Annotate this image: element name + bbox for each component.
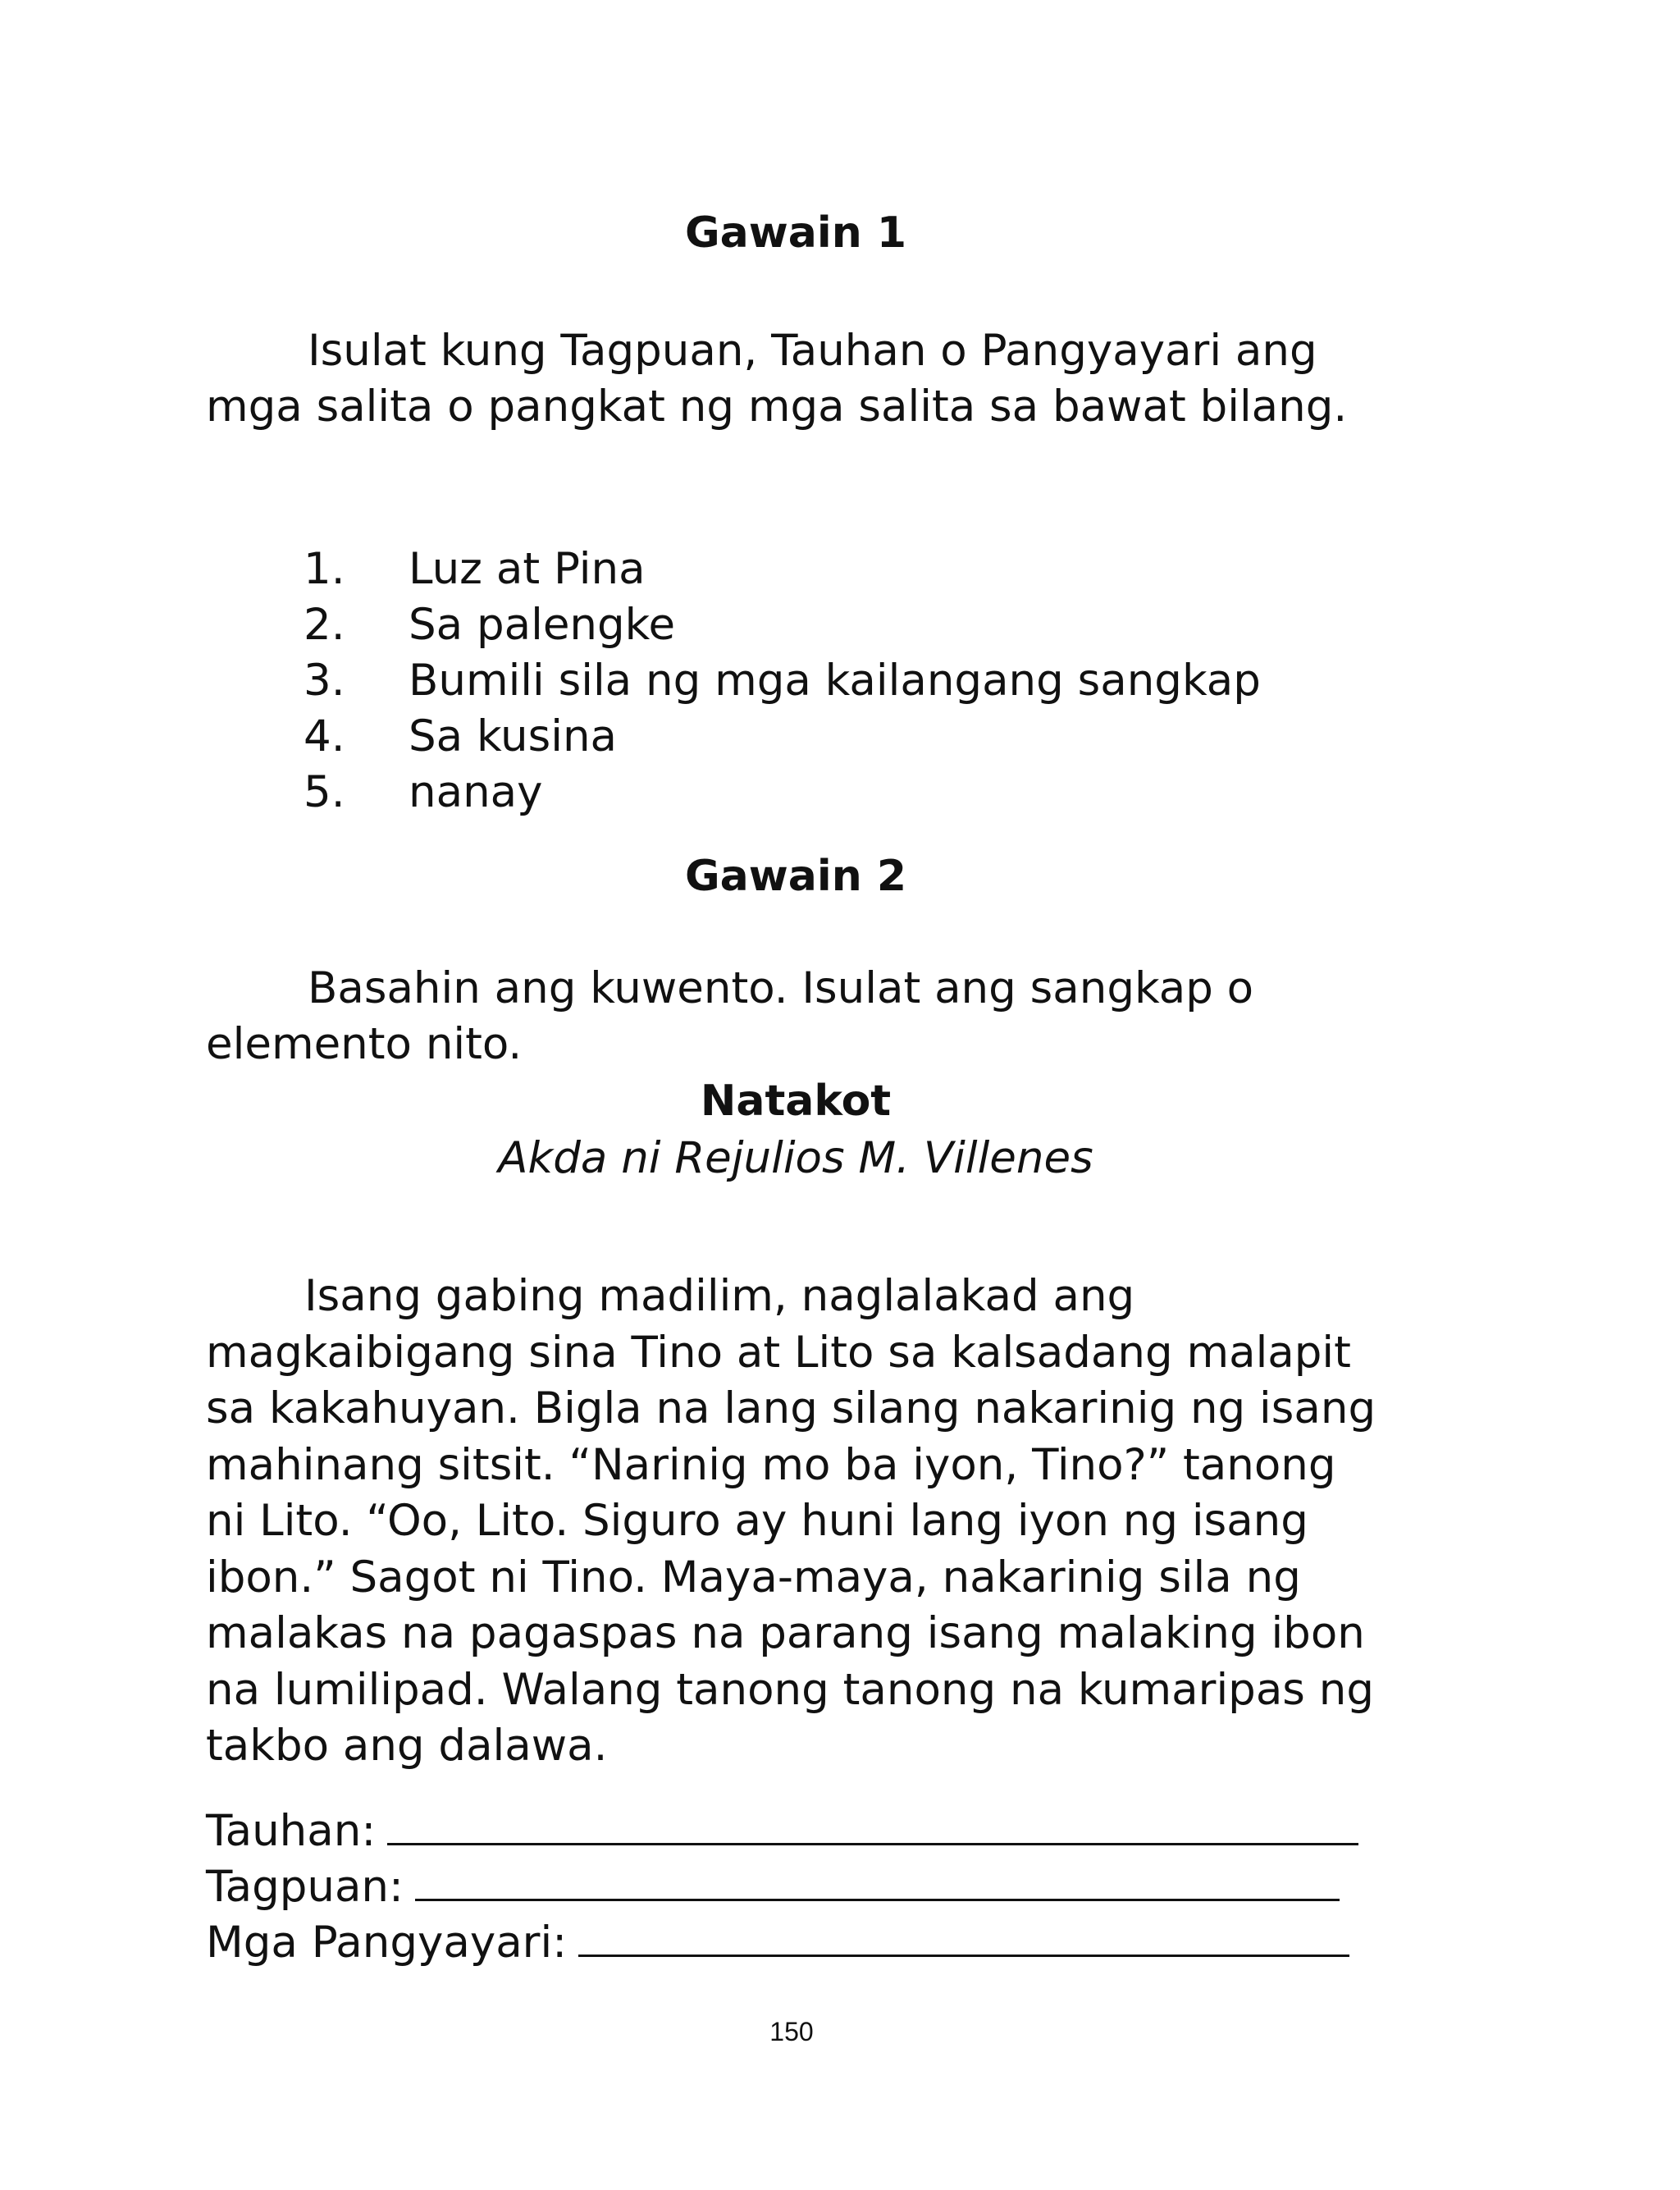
item-number: 2. [304,600,345,650]
tauhan-answer-row [206,1804,1358,1859]
item-number: 3. [304,656,345,706]
item-text: Sa kusina [409,711,618,761]
activity2-instruction: Basahin ang kuwento. Isulat ang sangkap o elemento nito. [206,963,1254,1069]
activity1-item-list [304,542,1261,821]
activity1-instruction: Isulat kung Tagpuan, Tauhan o Pangyayari ang mga salita o pangkat ng mga salita sa bawat bilang. [206,326,1348,432]
story-title: Natakot [700,1077,892,1126]
item-text: Sa palengke [409,600,676,650]
tagpuan-answer-field[interactable] [415,1859,1340,1901]
item-text: Luz at Pina [409,544,646,594]
list-item [304,542,1261,597]
pangyayari-answer-row [206,1915,1349,1971]
item-number: 1. [304,544,345,594]
pangyayari-answer-field[interactable] [578,1915,1349,1957]
list-item [304,597,1261,653]
story-author: Akda ni Rejulios M. Villenes [498,1133,1093,1183]
story-text: Isang gabing madilim, naglalakad ang magkaibigang sina Tino at Lito sa kalsadang malapit sa kakahuyan. Bigla na lang silang nakarinig ng isang mahinang sitsit. “Narinig mo ba iyon, Tino?” tanong ni Lito. “Oo, Lito. Siguro ay huni lang iyon ng isang ibon.” Sagot ni Tino. Maya-maya, nakarinig sila ng malakas na pagaspas na parang isang malaking ibon na lumilipad. Walang tanong tanong na kumaripas ng takbo ang dalawa. [206,1271,1376,1771]
tagpuan-answer-row [206,1859,1340,1915]
item-number: 5. [304,767,345,817]
tagpuan-label: Tagpuan: [206,1862,404,1912]
list-item [304,709,1261,765]
item-number: 4. [304,711,345,761]
tauhan-label: Tauhan: [206,1806,377,1856]
tauhan-answer-field[interactable] [387,1804,1358,1845]
page-number: 150 [769,2017,814,2046]
activity1-heading: Gawain 1 [684,208,907,258]
item-text: Bumili sila ng mga kailangang sangkap [409,656,1261,706]
list-item [304,765,1261,821]
list-item [304,653,1261,709]
activity2-heading: Gawain 2 [684,852,907,901]
item-text: nanay [409,767,543,817]
pangyayari-label: Mga Pangyayari: [206,1918,568,1968]
